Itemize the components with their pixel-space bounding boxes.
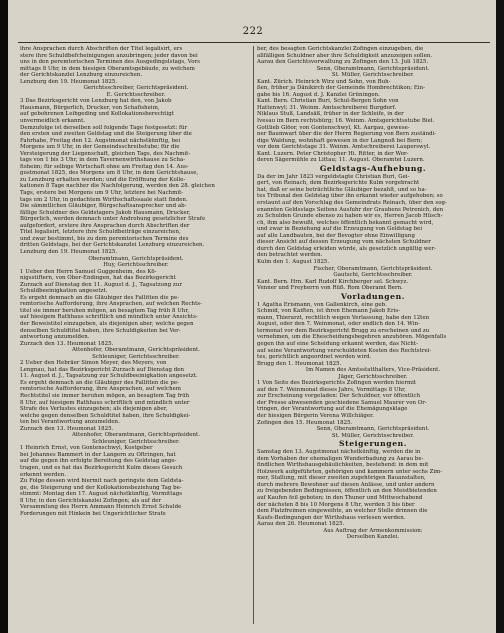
text-line: Fischer, Oberamtmann, Gerichtspräsident. <box>313 265 433 272</box>
text-line: und zwar in Beziehung auf die Erzeugung von Geldstag bei <box>257 226 423 233</box>
text-line: Hattenwyl; 31. Weinm. Amtsschreiberei Burgdorf. <box>257 104 397 111</box>
text-line: dritten Geldstags, bei der Gerichtskanzlei Lenzburg einzureichen. <box>20 242 205 249</box>
text-line: tringen, der Verantwortung auf die Ehemägungsklage <box>257 406 408 413</box>
text-line: dem Vorhaben der ehemaligen Wunderbadung zu Aarau be- <box>257 455 424 462</box>
text-line: Die sämmtlichen Gläubiger, Bürgschaftsansprecher und ab- <box>20 203 187 210</box>
text-line: vernehmen, um die Ehescheidungsbegehren anzuhören. Mögenfalls <box>257 334 447 341</box>
text-line: 8 Uhr, in den Gerichtskanzlei Zofingen; als auf der <box>20 497 162 504</box>
text-line: ch, ihm also bewußt, welches öffentlich bekannt gemacht wird, <box>257 219 434 226</box>
text-line: welche gegen denselben Schuldtitel haben, ihre Schuldigkei- <box>20 412 191 419</box>
text-line: stere ihre Schuldbefcheinigungen anzubringen; jeder davon bei <box>20 52 198 59</box>
text-line: mer, Stallung, mit dieser zweiten zugehörigen Bauanstalten, <box>257 475 426 482</box>
text-line: enannten Geldsstags Seitens Ausfuhr der Graubens Petrenich, den <box>257 206 444 213</box>
text-line: denselben Schuldtitel haben, ihre Schuldigkeiten bei Ver- <box>20 327 181 334</box>
text-line: durch den Geldstag erleiden würde, als gesetzlich ungültig wer- <box>257 245 437 252</box>
text-line: auf hiesigem Rathhaus schriftlich und mündlich unter Ansichts- <box>20 314 198 321</box>
text-line: 3 Das Bezirksgericht von Lenzburg hat den, von Jakob <box>20 98 172 105</box>
text-line: tags um 2 Uhr, in gedachtem Wirthschaftssaale statt finden. <box>20 196 188 203</box>
text-line: der Beweistitel einzugeben, als diejenigen aber, welche gegen <box>20 320 194 327</box>
text-line: Demzufolge ist derselben soll folgende Tage festgesetzt: für <box>20 124 188 131</box>
text-line: kationen 8 Tage nachher die Nachfolgerung, werden den 28. gleichen <box>20 183 215 190</box>
text-line: antwortung anzumelden. <box>20 334 90 341</box>
text-line: bei Johannes Bammert in der Langern zu Oftringen, hat <box>20 451 176 458</box>
text-line: Zurzach den 13. Heumonat 1825. <box>20 340 114 347</box>
text-line: Im Namen des Amtsstatthalters, Vice-Präsident. <box>305 367 441 374</box>
text-line: der nächsten 8 bis 10 Morgens 8 Uhr, werden 3 bis über <box>257 501 415 508</box>
text-line: der Presse abwesenden geschiedene Samuel Maurer von Or- <box>257 399 427 406</box>
text-line: Hausmann, Bürgerlich, Drucker, von Schafisheim, <box>20 104 160 111</box>
text-line: Kant. Bern. Hrn. Karl Rudolf Kirchberger sel. Schwyz. <box>257 278 409 285</box>
text-line: erstaunt auf den Vorschlag des Gemeindrats Reinach, über den sog- <box>257 200 447 207</box>
text-line: Lenzburg den 19. Heumonat 1825. <box>20 78 118 85</box>
text-line: auf Kaufen feil geboten; in den Thuner und Mittwochabend <box>257 495 423 501</box>
text-line: Gautschi, Gerichtsschreiber. <box>333 272 413 279</box>
text-line: Tags, erstere bei Morgens um 9 Uhr, letztere bei Nachmit- <box>20 190 184 197</box>
text-line: zur Erscheinung vorgeladen: Der Schuldner, vor öffentlich <box>257 393 421 400</box>
text-line: Schleuniger, Gerichtsschreiber. <box>92 438 180 445</box>
text-line: tragen, und es hat das Bezirksgericht Kulm dieses Gesuch <box>20 465 183 471</box>
text-line: 11. August d. J., Tagsatzung zur Schuldbeeinigkation angesetzt. <box>20 373 198 380</box>
right-column <box>257 46 489 626</box>
text-line: durch mehrere Bewohner auf diesen Anlässe, und unter andern <box>257 481 435 488</box>
text-line: Zurzach den 13. Heumonat 1825. <box>20 425 114 432</box>
text-line: Lenzburg den 19. Heumonat 1825. <box>20 248 118 255</box>
text-line: uns in den peremtorischen Terminen des Ausgedingslstags, Vors <box>20 59 200 66</box>
book-spine-shadow <box>0 0 8 633</box>
text-line: 1 Ueber den Herrn Samuel Guggenheim, des Kö- <box>20 268 157 275</box>
text-line: Derselben Kanzlei. <box>346 534 400 541</box>
text-line: zu Schulden Grunde ebenso zu haben wir es, Herren Jacob Hüsch- <box>257 213 443 220</box>
left-column <box>20 46 252 626</box>
text-line: dige Waldung, wohnhaft gewesen in der Langnoß bei Bern; <box>257 137 423 144</box>
text-line: findlichen Wirthshausgebäulichkeiten, bestehend: in dem mit <box>257 462 429 469</box>
text-line: Zu Folge dessen wird hiermit nach geringste dem Geldsta- <box>20 478 184 485</box>
text-line: Rechtstitel sie immer beruhen mögen, an besagtem Tag früh <box>20 392 190 399</box>
text-line: Senn, Oberamtmann, Gerichtspräsident. <box>316 426 430 433</box>
text-line: 2 Ueber den Hebräer Simon Meyer, des Meyers, von <box>20 360 167 367</box>
text-line: 1 Von Seite des Bezirksgerichts Zofingen werden hiermit <box>257 380 417 387</box>
text-line: Brugg den 1. Heumonat 1825. <box>257 360 342 367</box>
text-line: Aus Auftrag der Armenkommission: <box>323 527 423 534</box>
text-line: Zurzach auf Dienstag den 11. August d. J., Tagsatzung zur <box>20 281 182 288</box>
text-line: unvermeidlich erkannt. <box>20 118 86 125</box>
text-line: Kaufs-Bedingungen der Wirthshaus verlesen werden. <box>257 514 406 521</box>
text-line: und zwar bestimmt, bis zu dem peremtorischen Termine des <box>20 235 189 242</box>
text-line: Schleuniger, Gerichtsschreiber. <box>92 353 180 360</box>
text-line: Ivesau im Bern rechtsbürg; 16. Weinm. Amtsgerichtsstube Biel. <box>257 118 435 125</box>
text-line: ihre Ansprachen durch Abschriften der Titel legalisirt, ers <box>20 46 183 52</box>
text-line: zu freigebenden Bedingnissen, öffentlich an den Meistbietenden <box>257 488 437 495</box>
text-line: termonat vor dem Bezirksgericht Brugg zu erscheinen und zu <box>257 327 430 334</box>
text-line: Huy, Gerichtsschreiber. <box>103 262 169 269</box>
text-line: aufgefordert, erstere ihre Ansprachen durch Abschriften der <box>20 222 190 229</box>
text-line: der Gerichtskanzlei Lenzburg einzureichen. <box>20 72 143 79</box>
text-line: 8 Uhr, auf hiesigem Rathhaus schriftlich und mündlich unter <box>20 399 190 406</box>
text-line: tes Tribunal den Geldstag über ihn erkannt wieder aufgehoben; so <box>257 193 443 200</box>
text-line: titel sie immer beruhen mögen, an besagtem Tag früh 8 Uhr, <box>20 307 190 314</box>
text-line: Niklaus Stuß, Landsäß, früher in der Schleife, in der <box>257 111 404 118</box>
page-edge-shadow <box>496 0 504 633</box>
text-line: gert, von Reinach, dem Bezirksgerichte Kulm vorgebracht <box>257 180 420 187</box>
text-line: Forderungen mit Hinkein bei Ungerichtlicher Strafe <box>20 510 166 517</box>
section-heading: Vorladungen. <box>341 291 405 301</box>
text-line: ten bei Verantwortung anzumelden. <box>20 419 120 426</box>
text-line: Oberamtmann, Gerichtspräsident. <box>88 255 184 262</box>
text-line: Versteigerung der Liegenschaft, gleichen Tags, des Nachmit- <box>20 150 191 157</box>
text-line: vor dem Gerichtstage 31. Weinm. Amtschreiberei Lauperswyl. <box>257 144 431 151</box>
column-divider <box>253 46 254 624</box>
text-line: ge, die Steigerung und der Kollokationsbeziehung Tag be- <box>20 484 182 491</box>
text-line: Kant. Zürich. Heinrich Wirz und Sohn, von Buh- <box>257 78 391 85</box>
text-line: Bürgerlich, werden demnach unter Androhung gesetzlicher Strafe <box>20 216 206 223</box>
header-rule <box>18 42 490 43</box>
text-line: Jäger, Gerichtsschreiber. <box>338 373 408 380</box>
text-line: Samstag den 13. Augstmonat nächstkünftig, werden die in <box>257 449 421 456</box>
text-line: Schuldbeeinigkation angesetzt. <box>20 288 108 295</box>
text-line: Es ergeht demnach an die Gläubiger des Fallitten die pe- <box>20 379 180 386</box>
text-line: gabe bis 16. August d. J. Kanzlei Grüningen. <box>257 91 380 98</box>
text-line: Attenhofer, Oberamtmann, Gerichtspräsident. <box>71 432 201 439</box>
text-line: Holzwerk aufgeführten, gehörigen und kammern unter sechs Zim- <box>257 468 443 475</box>
text-line: hat, daß er seine beträchtliche Gläubiger bezahlt, und so ha- <box>257 186 427 193</box>
text-line: gegen ihn auf eine Scheidung erkannt werden, das Nicht- <box>257 340 418 347</box>
text-line: Versammlung des Herrn Ammann Heinrich Ernst Schulde <box>20 504 182 511</box>
text-line: fällige Schuldner des Geldstagers Jakob Hausmann, Drucker, <box>20 209 191 216</box>
text-line: auf alle Landbauten, bei der Bevogter ohne Einwilligung <box>257 232 415 239</box>
text-line: Senn, Oberamtmann, Gerichtspräsident. <box>316 65 430 72</box>
text-line: St. Müller, Gerichtsschreiber. <box>331 72 415 79</box>
text-line: allfälligen Schuldner aber ihre Schuldigkeit anzuzeigen sollen. <box>257 52 433 59</box>
text-line: Gerichtsschreiber, Gerichtspräsident. <box>83 85 189 92</box>
text-line: 1 Agatha Erismann, von Gallenkirch, eine geb. <box>257 301 387 308</box>
text-line: remtorische Aufforderung, ihre Ansprachen, auf welchen Rechts- <box>20 301 202 308</box>
text-line: der hiesigen Bürgerin Verena Willchiäger. <box>257 412 374 419</box>
text-line: Strafe des Verlustes einzugeben; als diejenigen aber, <box>20 406 168 413</box>
text-line: ner Baumwart über die der Herrn Regierung von Bern zuständi- <box>257 131 437 138</box>
text-line: Kant. Luzern. Peter Christopher Hi. Ritter, in der Wor- <box>257 150 409 157</box>
text-line: remtorische Aufforderung, ihre Ansprachen, auf welchem <box>20 386 182 393</box>
text-line: dem Platzfreimen eingeweihte, an welcher Stelle drinnen die <box>257 508 428 515</box>
text-line: St. Müller, Gerichtsschreiber. <box>331 432 415 439</box>
text-line: auf den 7. Weinmonat dieses Jahrs, Vormittags 8 Uhr, <box>257 386 406 393</box>
text-line: Aarau den Gerichtsvorwaltung zu Zofingen den 13. Juli 1825. <box>257 59 429 66</box>
text-line: Lengnau, hat das Bezirksgericht Zurzach auf Dienstag den <box>20 366 185 373</box>
text-line: Es ergeht demnach an die Gläubiger des Fallitten die pe- <box>20 294 180 301</box>
text-line: Titel legalisirt, letztere ihre Schuldbeiträge einzureichen, <box>20 229 181 236</box>
text-line: August, oder den 7. Weinmonat, oder endlich den 14. Win- <box>257 321 420 328</box>
text-line: Zofingen den 15. Heumonat 1825. <box>257 419 353 426</box>
text-line: Kulm den 1. August 1825. <box>257 258 330 265</box>
text-line: Attenhofer, Oberamtmann, Gerichtspräsident. <box>71 347 201 354</box>
section-heading: Steigerungen. <box>339 439 407 449</box>
text-line: Gottlieb Glöor, von Gontenschwyl, Kt. Aargau, gewese- <box>257 124 410 131</box>
text-line: stimmt: Montag den 17. August nächstkünftig, Vormittags <box>20 491 183 498</box>
text-line: den betrachtet werden. <box>257 252 323 259</box>
text-line: tags von 1 bis 3 Uhr, in dem Tavernenwirthshause zu Scha- <box>20 157 186 164</box>
text-line: den ersten und zweiten Geldstag und die Steigerung über die <box>20 131 192 138</box>
text-line: E. Gerichtsschreiber. <box>106 91 166 98</box>
text-line: deren Sägermühle zu Littau; 11. August. Oberamtei Luzern. <box>257 157 425 164</box>
text-line: Venner und Freyherrn von Rüß. Rom Oberamt Bern. <box>257 285 403 292</box>
text-line: auf die gegen ihn erfolgte Bereitung des Geldstag ange- <box>20 458 177 465</box>
text-line: tes, gerichtlich angeordnet werden wird. <box>257 354 372 361</box>
text-line: ßen, früher ja Dänikirch der Gemeinde Hombrechtikon; Ein- <box>257 85 426 92</box>
text-line: zu Lenzburg erhalten werden; und die Eröffnung der Kolle- <box>20 176 186 183</box>
text-line: Da der im Jahr 1823 vergeldstagte Christian Buri, Gei- <box>257 173 410 180</box>
text-line: auf gebohrenen Leibgeding und Kollokationsberechtigt <box>20 111 175 118</box>
text-line: nigsstiftern, von Ober-Endingen, hat das Bezirksgericht <box>20 275 176 282</box>
section-heading: Geldstags-Aufhebung. <box>319 163 427 173</box>
text-line: auf seine Verantwortung verschuldeten Kosten des Rechtstrei- <box>257 347 432 354</box>
text-line: 1 Heinrich Ernst, von Gontenschwyl, Kostgeber <box>20 445 153 452</box>
text-line: erkennt werden. <box>20 471 67 478</box>
text-line: Morgens um 9 Uhr, in der Gemeindsschreibstube; für die <box>20 144 180 151</box>
text-line: dieser Ansicht auf dessen Erzeugung vom nächsten Schuldner <box>257 239 431 246</box>
text-line: ber, des besagten Gerichtskanzlei Zofingen einzugeben, die <box>257 46 424 52</box>
text-line: Schmid, von Kaiften, ist ihren Ehemann Jakob Eris- <box>257 308 401 315</box>
text-line: fisheim; für selbige Wirtschaft ohne am Freitag den 14. Aus- <box>20 163 189 170</box>
text-line: Aarau den 26. Heumonat 1825. <box>257 521 345 528</box>
page-number: 222 <box>242 26 264 37</box>
text-line: mittags 8 Uhr, in dem hiesigen Oberamtsgebäude, zu welchem <box>20 65 195 72</box>
text-line: mann, Thierarzt, rechtlich wegen Verlassung, habe den 12ten <box>257 314 430 321</box>
text-line: Kant. Bern. Christian Buri, Schul-Bergen Sohn von <box>257 98 399 105</box>
text-line: gustmonat 1825, des Morgens um 8 Uhr, in dem Gerichtshause, <box>20 170 199 177</box>
text-line: Fahrhabe, Freitag den 12. Augstmonat nächstkünftig, bei <box>20 137 181 144</box>
